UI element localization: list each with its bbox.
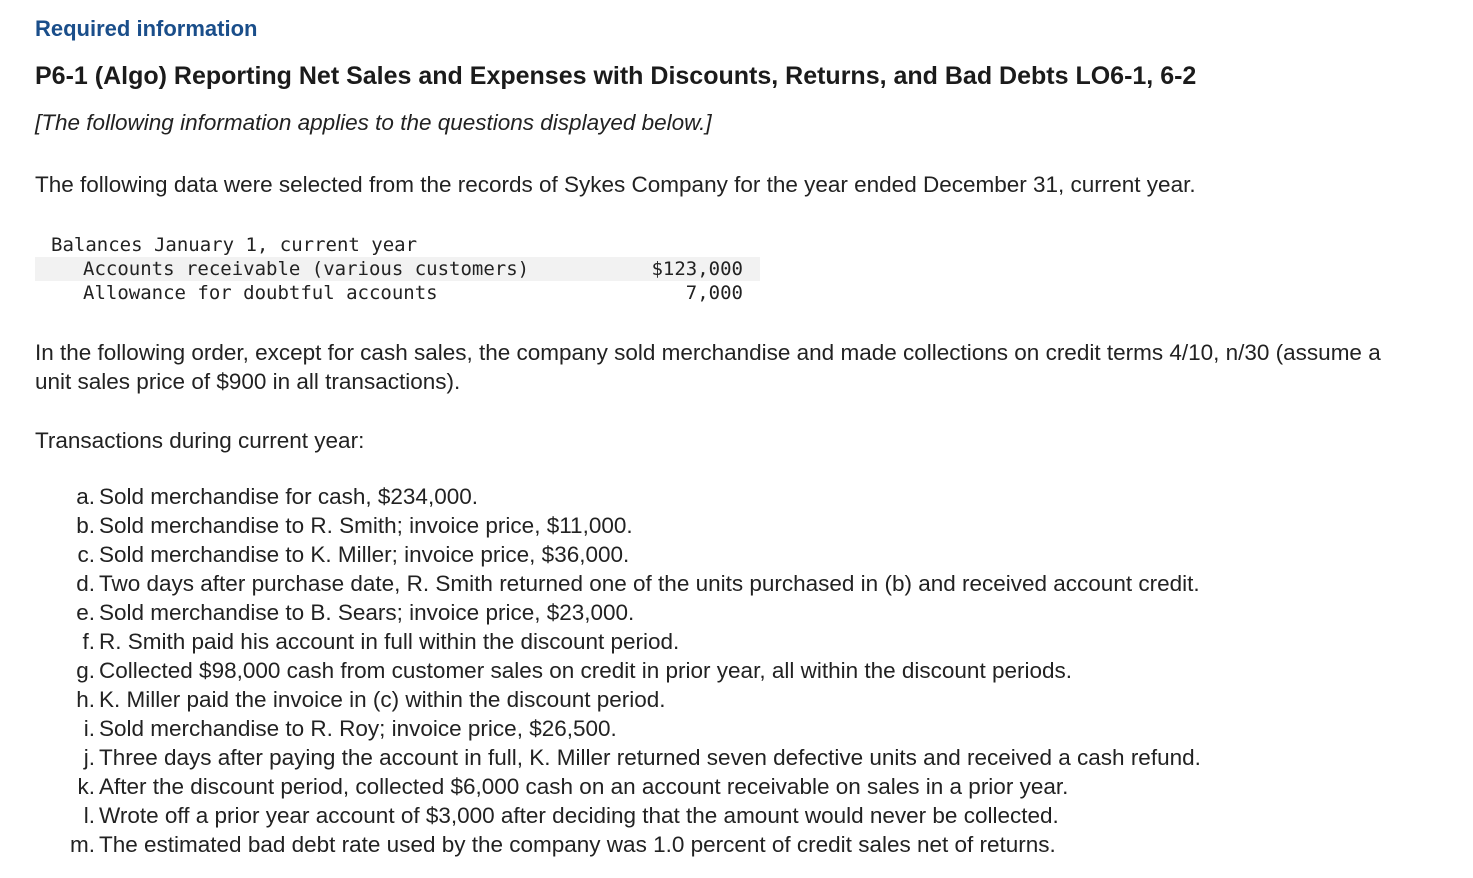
transaction-text: Collected $98,000 cash from customer sales on credit in prior year, all within the discount periods.	[99, 658, 1072, 683]
transaction-letter: h.	[76, 687, 95, 712]
transaction-text: The estimated bad debt rate used by the company was 1.0 percent of credit sales net of returns.	[99, 832, 1056, 857]
transaction-letter: e.	[76, 600, 95, 625]
transaction-text: R. Smith paid his account in full within the discount period.	[99, 629, 680, 654]
transaction-letter: d.	[76, 571, 95, 596]
transaction-letter: i.	[83, 716, 95, 741]
transaction-letter: b.	[76, 513, 95, 538]
transactions-heading: Transactions during current year:	[35, 428, 365, 453]
transaction-text: Sold merchandise to R. Roy; invoice price, $26,500.	[99, 716, 617, 741]
required-information-heading: Required information	[35, 16, 258, 41]
balance-label: Allowance for doubtful accounts	[83, 282, 438, 304]
transaction-letter: f.	[82, 629, 95, 654]
transaction-text: Two days after purchase date, R. Smith returned one of the units purchased in (b) and received account credit.	[99, 571, 1200, 596]
transaction-text: K. Miller paid the invoice in (c) within the discount period.	[99, 687, 666, 712]
transaction-letter: k.	[77, 774, 95, 799]
transaction-text: After the discount period, collected $6,000 cash on an account receivable on sales in a prior year.	[99, 774, 1069, 799]
applies-note: [The following information applies to the questions displayed below.]	[35, 110, 712, 135]
problem-title: P6-1 (Algo) Reporting Net Sales and Expenses with Discounts, Returns, and Bad Debts LO6-1, 6-2	[35, 62, 1197, 90]
transaction-text: Sold merchandise to K. Miller; invoice price, $36,000.	[99, 542, 630, 567]
balance-row	[35, 281, 760, 305]
transaction-text: Wrote off a prior year account of $3,000 after deciding that the amount would never be collected.	[99, 803, 1059, 828]
transaction-letter: a.	[76, 484, 95, 509]
balances-heading: Balances January 1, current year	[51, 234, 418, 256]
order-paragraph: In the following order, except for cash sales, the company sold merchandise and made collections on credit terms 4/10, n/30 (assume a unit sales price of $900 in all transactions).	[35, 340, 1381, 394]
transaction-letter: j.	[83, 745, 95, 770]
balance-amount: $123,000	[651, 258, 743, 280]
transaction-text: Three days after paying the account in full, K. Miller returned seven defective units and received a cash refund.	[99, 745, 1201, 770]
transaction-text: Sold merchandise to B. Sears; invoice price, $23,000.	[99, 600, 635, 625]
transaction-letter: c.	[77, 542, 95, 567]
balance-row	[35, 257, 760, 281]
transaction-text: Sold merchandise to R. Smith; invoice price, $11,000.	[99, 513, 633, 538]
intro-paragraph: The following data were selected from the records of Sykes Company for the year ended December 31, current year.	[35, 172, 1196, 197]
transaction-letter: m.	[70, 832, 95, 857]
balance-label: Accounts receivable (various customers)	[83, 258, 530, 280]
balances-table	[35, 233, 760, 305]
transaction-letter: l.	[83, 803, 95, 828]
transaction-letter: g.	[76, 658, 95, 683]
transaction-text: Sold merchandise for cash, $234,000.	[99, 484, 478, 509]
balance-amount: 7,000	[685, 282, 743, 304]
